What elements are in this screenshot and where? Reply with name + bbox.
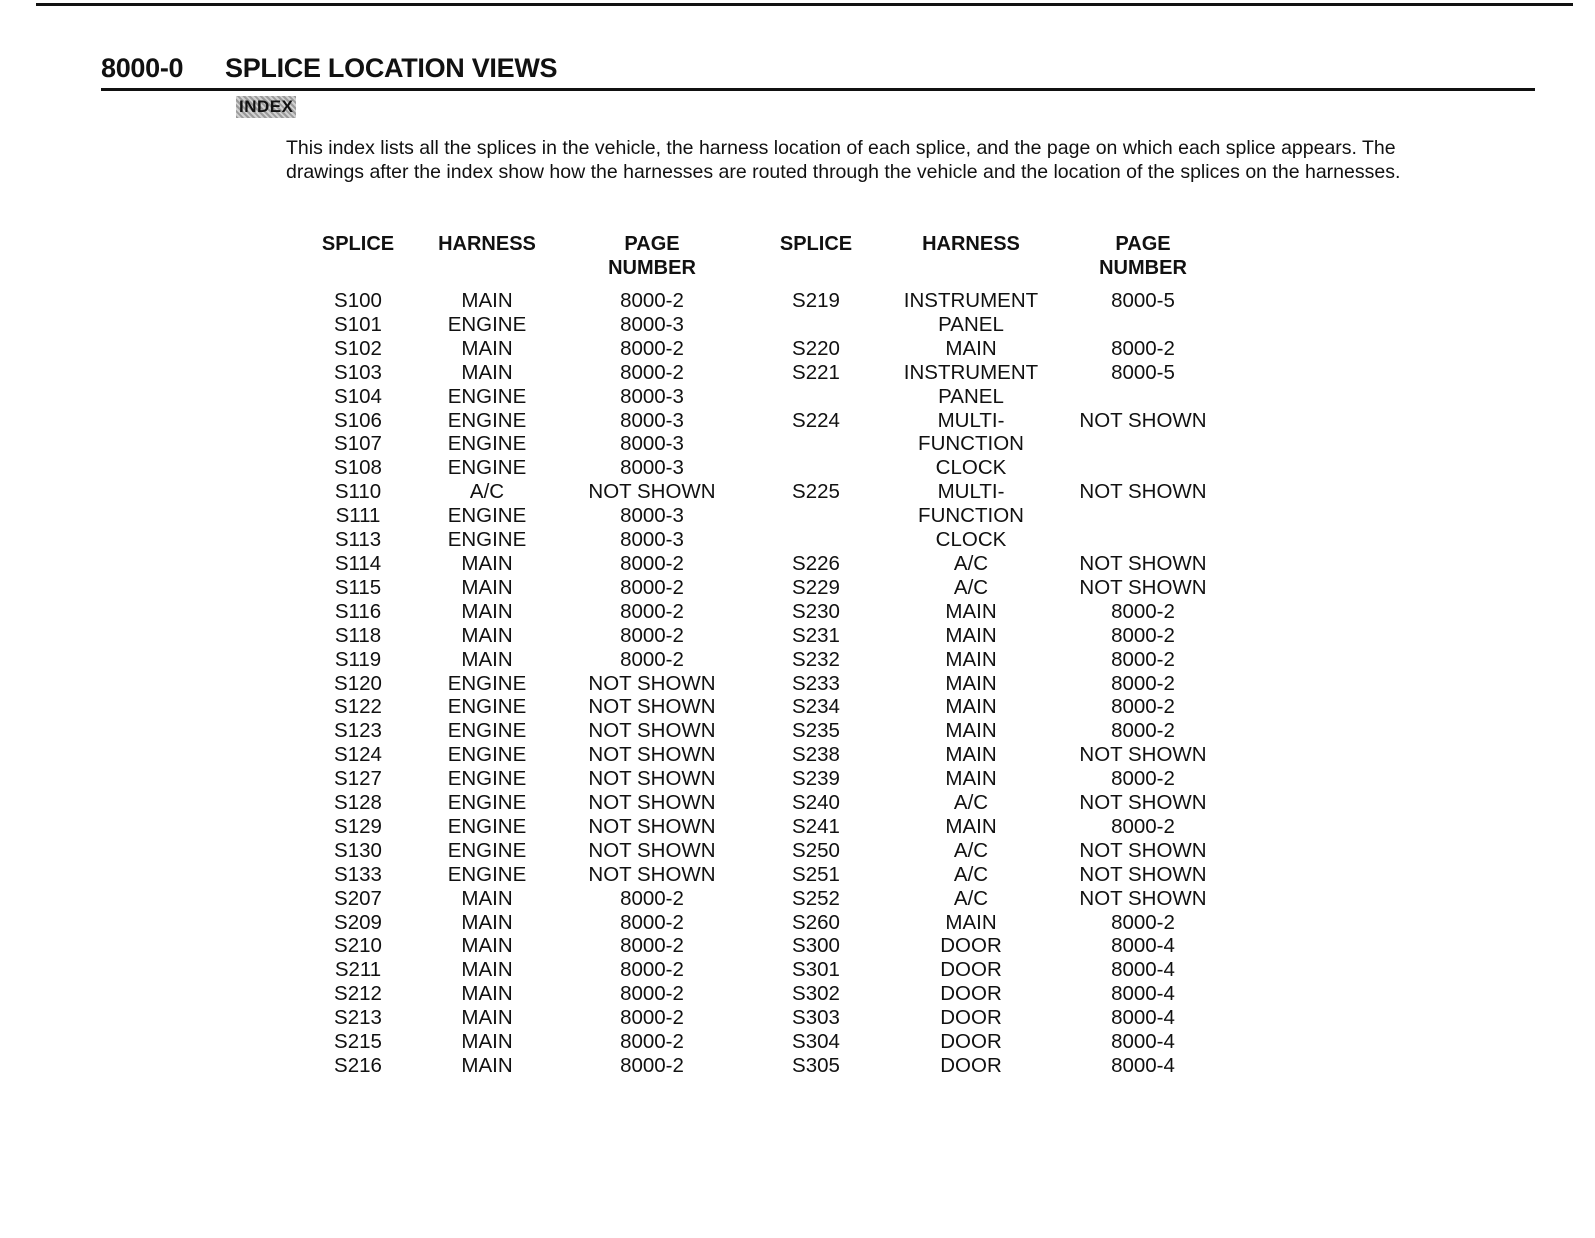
- harness-cell: ENGINE: [447, 432, 527, 456]
- table-row: [305, 504, 1235, 528]
- page-number-cell: 8000-2: [1111, 671, 1175, 695]
- splice-cell: S108: [334, 456, 382, 480]
- page-number-cell: 8000-4: [1111, 958, 1175, 982]
- page-number-cell: NOT SHOWN: [588, 743, 716, 767]
- harness-cell: ENGINE: [447, 504, 527, 528]
- harness-cell: MAIN: [461, 336, 513, 360]
- splice-cell: S225: [792, 480, 840, 504]
- splice-cell: S226: [792, 551, 840, 575]
- harness-cell: MAIN: [945, 743, 997, 767]
- splice-cell: S118: [334, 623, 382, 647]
- splice-cell: S224: [792, 408, 840, 432]
- table-row: [305, 337, 1235, 361]
- table-row: [305, 672, 1235, 696]
- splice-cell: S215: [334, 1030, 382, 1054]
- table-row: [305, 863, 1235, 887]
- harness-cell: MAIN: [461, 910, 513, 934]
- page-number-cell: 8000-2: [620, 647, 684, 671]
- page-number-cell: NOT SHOWN: [1079, 838, 1207, 862]
- table-row: [305, 839, 1235, 863]
- harness-cell: ENGINE: [447, 695, 527, 719]
- page-number-cell: NOT SHOWN: [588, 814, 716, 838]
- splice-cell: S233: [792, 671, 840, 695]
- page-number-cell: 8000-2: [1111, 695, 1175, 719]
- harness-cell: ENGINE: [447, 743, 527, 767]
- page-number-cell: 8000-2: [1111, 599, 1175, 623]
- splice-cell: S238: [792, 743, 840, 767]
- splice-cell: S221: [792, 360, 840, 384]
- table-row: [305, 719, 1235, 743]
- harness-cell: DOOR: [940, 982, 1002, 1006]
- page-number-cell: 8000-3: [620, 504, 684, 528]
- page-number-cell: NOT SHOWN: [1079, 575, 1207, 599]
- page-number-cell: NOT SHOWN: [1079, 480, 1207, 504]
- splice-cell: S304: [792, 1030, 840, 1054]
- page-number-cell: 8000-3: [620, 432, 684, 456]
- page-number-cell: [1051, 432, 1235, 456]
- splice-cell: S101: [334, 312, 382, 336]
- page-number-cell: 8000-2: [620, 360, 684, 384]
- harness-cell: MAIN: [461, 1054, 513, 1077]
- table-row: [305, 552, 1235, 576]
- splice-cell: [741, 432, 891, 456]
- harness-cell: ENGINE: [447, 312, 527, 336]
- column-header-harness: HARNESS: [438, 233, 536, 255]
- harness-cell: DOOR: [940, 934, 1002, 958]
- page-number-cell: 8000-2: [620, 1030, 684, 1054]
- top-rule: [36, 3, 1573, 6]
- splice-cell: S107: [334, 432, 382, 456]
- page-number-cell: NOT SHOWN: [1079, 791, 1207, 815]
- table-row: [305, 385, 1235, 409]
- table-row: [305, 409, 1235, 433]
- splice-cell: S210: [334, 934, 382, 958]
- splice-cell: S300: [792, 934, 840, 958]
- table-row: [305, 982, 1235, 1006]
- page-number-cell: 8000-2: [1111, 910, 1175, 934]
- page-number-cell: 8000-4: [1111, 934, 1175, 958]
- splice-cell: S301: [792, 958, 840, 982]
- harness-cell: DOOR: [940, 1006, 1002, 1030]
- splice-cell: S216: [334, 1054, 382, 1077]
- splice-cell: S104: [334, 384, 382, 408]
- page-number-cell: 8000-2: [620, 934, 684, 958]
- splice-cell: S120: [334, 671, 382, 695]
- page-number-cell: 8000-2: [1111, 719, 1175, 743]
- page-number-cell: 8000-3: [620, 528, 684, 552]
- harness-cell: A/C: [953, 551, 989, 575]
- intro-paragraph: This index lists all the splices in the vehicle, the harness location of each splice, and the page on which each splice appears. The drawings after the index show how the harnesses are routed through the vehicle and the location of the splices on the harnesses.: [286, 137, 1401, 183]
- harness-cell: DOOR: [940, 1054, 1002, 1077]
- page-number-cell: NOT SHOWN: [1079, 862, 1207, 886]
- splice-cell: S100: [334, 289, 382, 312]
- harness-cell: MAIN: [461, 934, 513, 958]
- table-row: [305, 528, 1235, 552]
- page-number-cell: [1051, 313, 1235, 337]
- splice-cell: [741, 456, 891, 480]
- harness-cell: MAIN: [945, 814, 997, 838]
- page-number-cell: NOT SHOWN: [1079, 886, 1207, 910]
- page-number-cell: 8000-3: [620, 312, 684, 336]
- page-number-cell: 8000-4: [1111, 1054, 1175, 1077]
- table-row: [305, 743, 1235, 767]
- page-number-cell: 8000-2: [620, 336, 684, 360]
- page-number-cell: NOT SHOWN: [588, 767, 716, 791]
- splice-index-table: [305, 232, 1235, 1078]
- table-row: [305, 815, 1235, 839]
- harness-cell: INSTRUMENT: [903, 289, 1039, 312]
- harness-cell: MAIN: [945, 671, 997, 695]
- splice-cell: S106: [334, 408, 382, 432]
- harness-cell: MAIN: [945, 767, 997, 791]
- splice-cell: S252: [792, 886, 840, 910]
- splice-cell: S241: [792, 814, 840, 838]
- page-number-cell: 8000-4: [1111, 1030, 1175, 1054]
- page-number-cell: 8000-4: [1111, 1006, 1175, 1030]
- harness-cell: PANEL: [938, 384, 1004, 408]
- splice-cell: S239: [792, 767, 840, 791]
- harness-cell: CLOCK: [935, 456, 1007, 480]
- page-number-cell: 8000-2: [1111, 623, 1175, 647]
- harness-cell: MAIN: [945, 599, 997, 623]
- page-number-cell: [1051, 528, 1235, 552]
- harness-cell: ENGINE: [447, 384, 527, 408]
- harness-cell: ENGINE: [447, 791, 527, 815]
- harness-cell: ENGINE: [447, 767, 527, 791]
- page-number-cell: 8000-2: [620, 289, 684, 312]
- splice-cell: S119: [334, 647, 382, 671]
- page-number-cell: 8000-2: [620, 1054, 684, 1077]
- harness-cell: A/C: [953, 862, 989, 886]
- splice-cell: S113: [334, 528, 382, 552]
- harness-cell: MAIN: [945, 623, 997, 647]
- harness-cell: A/C: [953, 886, 989, 910]
- page-number-cell: NOT SHOWN: [588, 671, 716, 695]
- splice-cell: S207: [334, 886, 382, 910]
- splice-cell: S102: [334, 336, 382, 360]
- page-number-cell: [1051, 385, 1235, 409]
- page-number-cell: 8000-4: [1111, 982, 1175, 1006]
- splice-cell: S229: [792, 575, 840, 599]
- table-row: [305, 958, 1235, 982]
- harness-cell: INSTRUMENT: [903, 360, 1039, 384]
- column-header-page-number: PAGE NUMBER: [608, 233, 696, 279]
- splice-cell: S209: [334, 910, 382, 934]
- harness-cell: MAIN: [945, 695, 997, 719]
- splice-cell: [741, 504, 891, 528]
- table-header-row: [305, 232, 1235, 289]
- splice-cell: S110: [334, 480, 382, 504]
- page-number-cell: NOT SHOWN: [588, 791, 716, 815]
- splice-cell: S303: [792, 1006, 840, 1030]
- harness-cell: MAIN: [945, 719, 997, 743]
- column-header-page-number: PAGE NUMBER: [1099, 233, 1187, 279]
- page-number-cell: NOT SHOWN: [588, 480, 716, 504]
- harness-cell: ENGINE: [447, 838, 527, 862]
- harness-cell: CLOCK: [935, 528, 1007, 552]
- table-row: [305, 1006, 1235, 1030]
- harness-cell: A/C: [953, 791, 989, 815]
- splice-cell: S251: [792, 862, 840, 886]
- splice-cell: [741, 385, 891, 409]
- harness-cell: MAIN: [945, 910, 997, 934]
- splice-cell: S220: [792, 336, 840, 360]
- table-row: [305, 887, 1235, 911]
- splice-cell: S232: [792, 647, 840, 671]
- splice-cell: S219: [792, 289, 840, 312]
- table-row: [305, 695, 1235, 719]
- splice-cell: S123: [334, 719, 382, 743]
- page-number-cell: NOT SHOWN: [588, 695, 716, 719]
- splice-cell: S114: [334, 551, 382, 575]
- table-row: [305, 361, 1235, 385]
- table-row: [305, 313, 1235, 337]
- table-row: [305, 624, 1235, 648]
- table-row: [305, 1030, 1235, 1054]
- harness-cell: MAIN: [461, 958, 513, 982]
- splice-cell: S213: [334, 1006, 382, 1030]
- harness-cell: MULTI-: [937, 408, 1005, 432]
- page-number-cell: 8000-2: [1111, 336, 1175, 360]
- page-number-cell: 8000-2: [620, 623, 684, 647]
- table-row: [305, 911, 1235, 935]
- page-number-cell: 8000-2: [620, 910, 684, 934]
- page-number-cell: [1051, 456, 1235, 480]
- harness-cell: MAIN: [461, 982, 513, 1006]
- page-number-cell: NOT SHOWN: [1079, 743, 1207, 767]
- table-row: [305, 480, 1235, 504]
- splice-cell: [741, 528, 891, 552]
- column-header-harness: HARNESS: [922, 233, 1020, 255]
- splice-cell: S230: [792, 599, 840, 623]
- splice-cell: S111: [335, 504, 381, 528]
- harness-cell: MAIN: [461, 1030, 513, 1054]
- page-number-cell: NOT SHOWN: [588, 719, 716, 743]
- table-row: [305, 289, 1235, 313]
- splice-cell: S116: [334, 599, 382, 623]
- table-body: [305, 289, 1235, 1078]
- page-number-cell: 8000-2: [1111, 814, 1175, 838]
- table-row: [305, 432, 1235, 456]
- page-number-cell: 8000-2: [620, 958, 684, 982]
- splice-cell: S103: [334, 360, 382, 384]
- harness-cell: MAIN: [461, 623, 513, 647]
- splice-cell: S122: [334, 695, 382, 719]
- table-row: [305, 600, 1235, 624]
- table-row: [305, 1054, 1235, 1078]
- page-number-cell: NOT SHOWN: [1079, 551, 1207, 575]
- page-number-cell: NOT SHOWN: [588, 862, 716, 886]
- splice-cell: S302: [792, 982, 840, 1006]
- harness-cell: ENGINE: [447, 456, 527, 480]
- table-row: [305, 648, 1235, 672]
- table-row: [305, 456, 1235, 480]
- harness-cell: FUNCTION: [918, 432, 1024, 456]
- harness-cell: MAIN: [945, 647, 997, 671]
- splice-cell: S124: [334, 743, 382, 767]
- page-number-cell: 8000-2: [620, 551, 684, 575]
- harness-cell: MAIN: [461, 360, 513, 384]
- page-number-cell: 8000-3: [620, 408, 684, 432]
- harness-cell: MULTI-: [937, 480, 1005, 504]
- harness-cell: FUNCTION: [918, 504, 1024, 528]
- page-number-cell: 8000-5: [1111, 289, 1175, 312]
- harness-cell: ENGINE: [447, 814, 527, 838]
- section-header: [101, 52, 1535, 91]
- splice-cell: S128: [334, 791, 382, 815]
- splice-cell: S235: [792, 719, 840, 743]
- page-number-cell: 8000-2: [620, 886, 684, 910]
- section-number: 8000-0: [101, 53, 184, 83]
- harness-cell: MAIN: [945, 336, 997, 360]
- splice-cell: S231: [792, 623, 840, 647]
- harness-cell: ENGINE: [447, 528, 527, 552]
- harness-cell: MAIN: [461, 886, 513, 910]
- table-row: [305, 576, 1235, 600]
- harness-cell: ENGINE: [447, 671, 527, 695]
- splice-cell: S127: [334, 767, 382, 791]
- page-number-cell: 8000-2: [1111, 767, 1175, 791]
- splice-cell: S211: [334, 958, 382, 982]
- splice-cell: S212: [334, 982, 382, 1006]
- splice-cell: S129: [334, 814, 382, 838]
- page-number-cell: 8000-2: [620, 599, 684, 623]
- harness-cell: MAIN: [461, 575, 513, 599]
- harness-cell: A/C: [953, 575, 989, 599]
- harness-cell: ENGINE: [447, 719, 527, 743]
- harness-cell: DOOR: [940, 958, 1002, 982]
- index-badge: INDEX: [236, 96, 296, 118]
- table-row: [305, 934, 1235, 958]
- harness-cell: MAIN: [461, 599, 513, 623]
- page-number-cell: NOT SHOWN: [588, 838, 716, 862]
- page-number-cell: 8000-5: [1111, 360, 1175, 384]
- splice-cell: S305: [792, 1054, 840, 1077]
- harness-cell: MAIN: [461, 289, 513, 312]
- page-number-cell: 8000-2: [620, 982, 684, 1006]
- harness-cell: PANEL: [938, 312, 1004, 336]
- column-header-splice: SPLICE: [321, 233, 395, 255]
- harness-cell: MAIN: [461, 1006, 513, 1030]
- splice-cell: S260: [792, 910, 840, 934]
- splice-cell: [741, 313, 891, 337]
- harness-cell: ENGINE: [447, 408, 527, 432]
- page-number-cell: 8000-3: [620, 384, 684, 408]
- harness-cell: DOOR: [940, 1030, 1002, 1054]
- page-number-cell: NOT SHOWN: [1079, 408, 1207, 432]
- harness-cell: MAIN: [461, 647, 513, 671]
- harness-cell: A/C: [469, 480, 505, 504]
- page-number-cell: 8000-3: [620, 456, 684, 480]
- harness-cell: A/C: [953, 838, 989, 862]
- table-row: [305, 767, 1235, 791]
- splice-cell: S115: [334, 575, 382, 599]
- splice-cell: S250: [792, 838, 840, 862]
- table-row: [305, 791, 1235, 815]
- page-number-cell: 8000-2: [620, 1006, 684, 1030]
- harness-cell: ENGINE: [447, 862, 527, 886]
- page-number-cell: 8000-2: [1111, 647, 1175, 671]
- page-number-cell: [1051, 504, 1235, 528]
- splice-cell: S240: [792, 791, 840, 815]
- splice-cell: S133: [334, 862, 382, 886]
- harness-cell: MAIN: [461, 551, 513, 575]
- page-number-cell: 8000-2: [620, 575, 684, 599]
- section-title: SPLICE LOCATION VIEWS: [225, 53, 558, 83]
- splice-cell: S234: [792, 695, 840, 719]
- splice-cell: S130: [334, 838, 382, 862]
- column-header-splice: SPLICE: [779, 233, 853, 255]
